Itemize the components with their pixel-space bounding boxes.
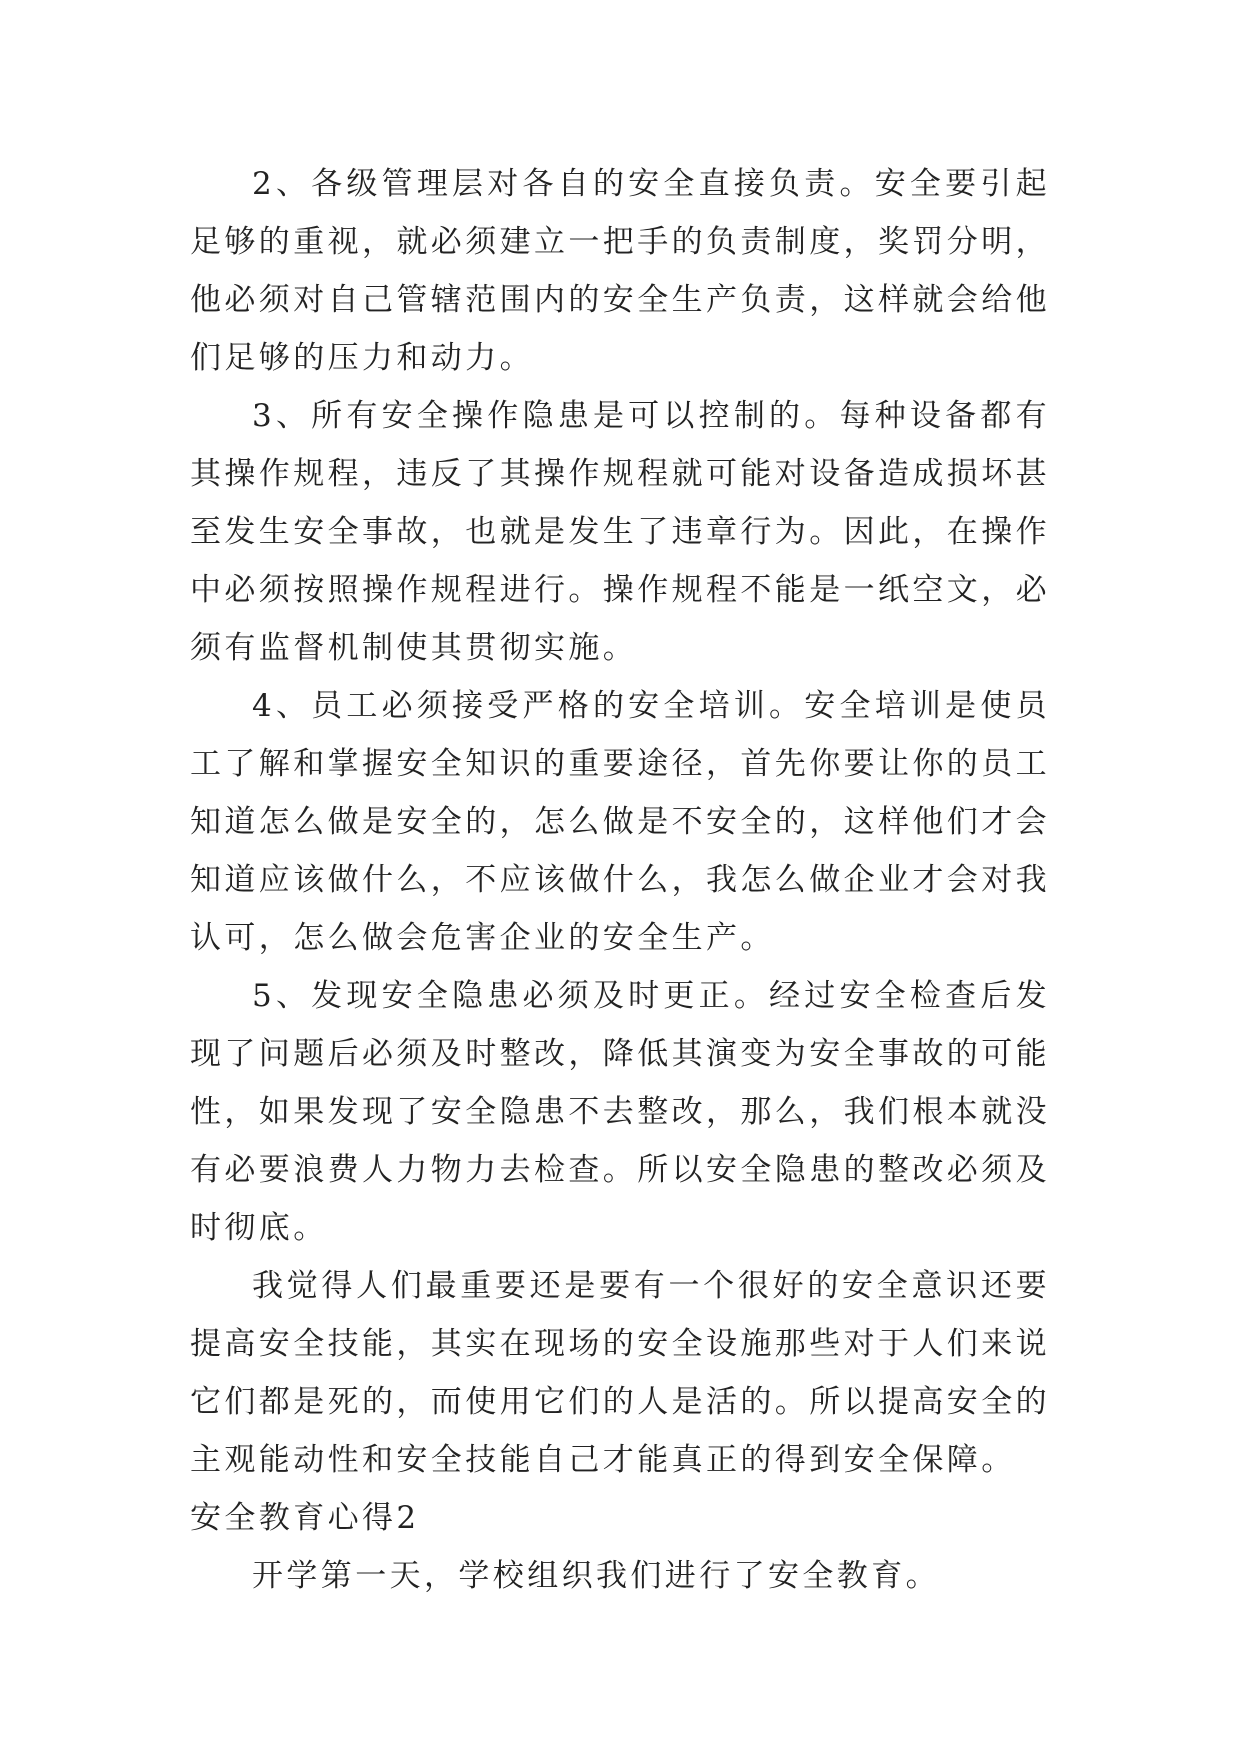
paragraph-5: 5、发现安全隐患必须及时更正。经过安全检查后发现了问题后必须及时整改，降低其演变为安全事故的可能性，如果发现了安全隐患不去整改，那么，我们根本就没有必要浪费人力物力去检查。所以安全隐患的整改必须及时彻底。 (190, 978, 1050, 1246)
section-title: 安全教育心得2 (190, 1500, 420, 1536)
paragraph-2: 2、各级管理层对各自的安全直接负责。安全要引起足够的重视，就必须建立一把手的负责制度，奖罚分明，他必须对自己管辖范围内的安全生产负责，这样就会给他们足够的压力和动力。 (190, 166, 1050, 376)
section-paragraph: 开学第一天，学校组织我们进行了安全教育。 (252, 1558, 940, 1594)
document-body (190, 155, 1050, 1605)
paragraph-4: 4、员工必须接受严格的安全培训。安全培训是使员工了解和掌握安全知识的重要途径，首先你要让你的员工知道怎么做是安全的，怎么做是不安全的，这样他们才会知道应该做什么，不应该做什么，我怎么做企业才会对我认可，怎么做会危害企业的安全生产。 (190, 688, 1050, 956)
paragraph-summary: 我觉得人们最重要还是要有一个很好的安全意识还要提高安全技能，其实在现场的安全设施那些对于人们来说它们都是死的，而使用它们的人是活的。所以提高安全的主观能动性和安全技能自己才能真正的得到安全保障。 (190, 1268, 1050, 1478)
paragraph-3: 3、所有安全操作隐患是可以控制的。每种设备都有其操作规程，违反了其操作规程就可能对设备造成损坏甚至发生安全事故，也就是发生了违章行为。因此，在操作中必须按照操作规程进行。操作规程不能是一纸空文，必须有监督机制使其贯彻实施。 (190, 398, 1050, 666)
